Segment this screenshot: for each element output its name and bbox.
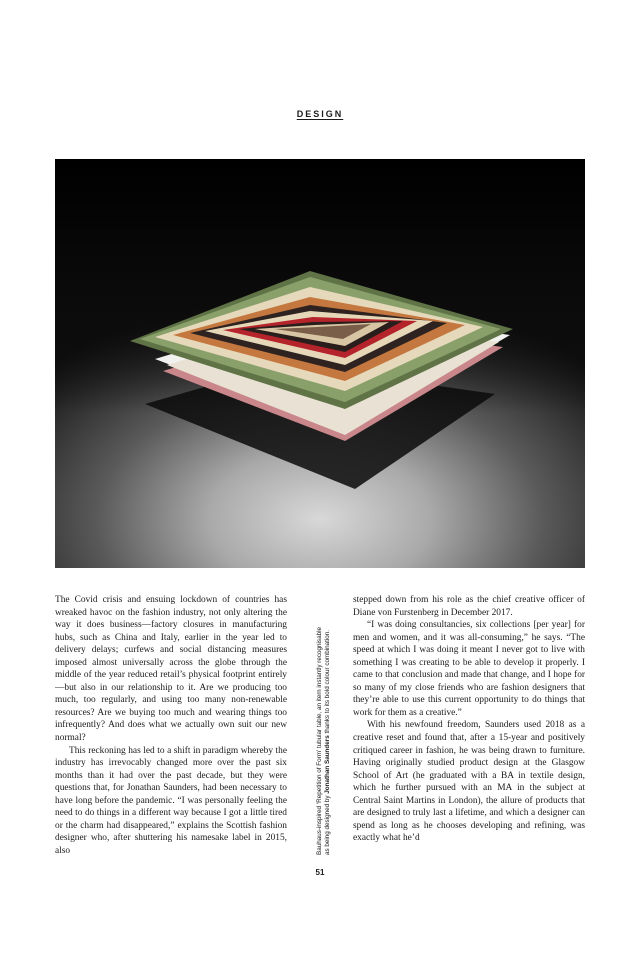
caption-line-2: as being designed by [324, 793, 331, 855]
article-photo [55, 159, 585, 568]
article-paragraph: stepped down from his role as the chief creative officer of Diane von Furstenberg in December 2017. [353, 595, 585, 618]
page-number: 51 [315, 868, 325, 877]
article-paragraph: The Covid crisis and ensuing lockdown of countries has wreaked havoc on the fashion industry, not only altering the way it does business—factory closures in manufacturing hubs, such as China and Italy, earlier in the year led to delivery delays; curfews and social distancing measures imposed almost universally across the globe through the middle of the year reduced retail’s physical footprint entirely—but also in our relationship to it. Are we producing too much, too regularly, and using too many non-renewable resources? Are we buying too much and wearing things too infrequently? And does what we actually own suit our new normal? [55, 595, 287, 744]
caption-designer: Jonathan Saunders [324, 735, 331, 794]
caption-line-2-end: thanks to its bold colour combination. [324, 629, 331, 736]
article-paragraph: This reckoning has led to a shift in paradigm whereby the industry has irrevocably changed more over the past six months than it had over the past decade, but they were questions that, for Jonathan Saunders, had been necessary to have long before the pandemic. “I was personally feeling the need to do things in a different way because I got a little tired or the charm had disappeared,” explains the Scottish fashion designer who, after shuttering his namesake label in 2015, also [55, 745, 287, 856]
photo-caption [316, 593, 340, 855]
tray-illustration [55, 159, 585, 568]
article-paragraph: With his newfound freedom, Saunders used 2018 as a creative reset and found that, after a 15-year and positively critiqued career in fashion, he was being drawn to furniture. Having originally studied product design at the Glasgow School of Art (he graduated with a BA in textile design, which he further pursued with an MA in the subject at Central Saint Martins in London), the allure of products that are designed to truly last a lifetime, and which a designer can spend as long as he chooses developing and refining, was exactly what he’d [353, 720, 585, 844]
section-label: DESIGN [296, 109, 344, 119]
article-column-right [353, 594, 585, 845]
article-column-left [55, 594, 287, 857]
article-paragraph: “I was doing consultancies, six collections [per year] for men and women, and it was all-consuming,” he says. “The speed at which I was doing it meant I never got to live with something I was creating to be able to develop it properly. I came to that conclusion and made that change, and I hope for so many of my close friends who are fashion designers that they’re able to use this current opportunity to do things that work for them as a creative.” [353, 620, 585, 718]
caption-line-1: Bauhaus-inspired ‘Repetition of Form’ tubular table, an item instantly recognisable [316, 627, 323, 855]
